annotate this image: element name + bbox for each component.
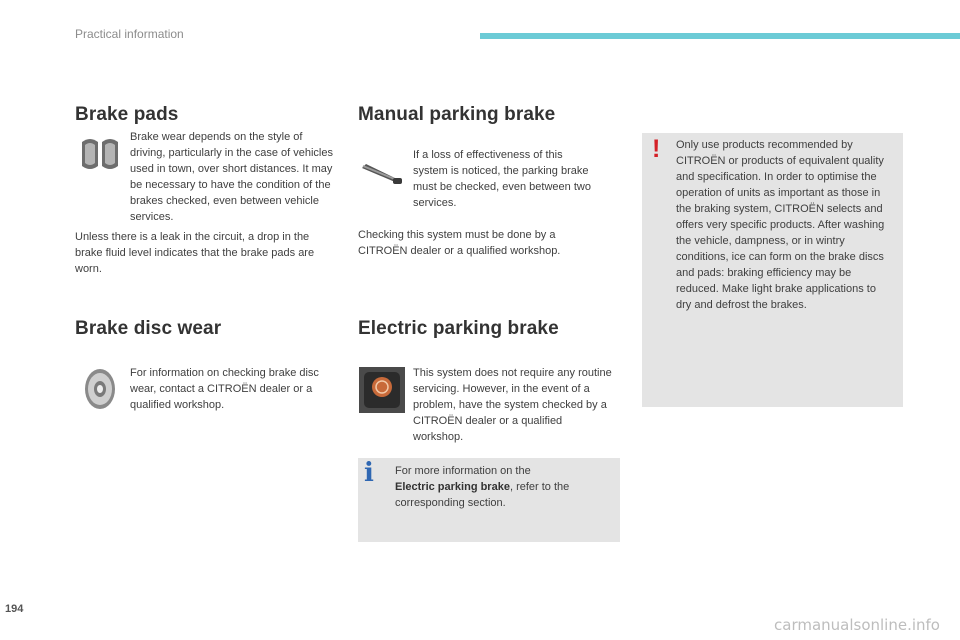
info-icon: i [364, 458, 374, 488]
brake-pads-body: Unless there is a leak in the circuit, a drop in the brake fluid level indicates that the brake pads are worn. [75, 231, 315, 275]
brake-pads-icon [78, 132, 122, 176]
info-box-text: For more information on the Electric parking brake, refer to the corresponding section. [395, 465, 570, 509]
manual-brake-intro: If a loss of effectiveness of this system is noticed, the parking brake must be checked, even between two services. [413, 149, 591, 209]
watermark: carmanualsonline.info [774, 616, 940, 634]
electric-brake-switch-icon [359, 367, 403, 411]
electric-brake-body: This system does not require any routine servicing. However, in the event of a problem, have the system checked by a CITROËN dealer or a qualified workshop. [413, 367, 612, 443]
brake-disc-title: Brake disc wear [75, 318, 222, 339]
page-number: 194 [5, 603, 24, 615]
info-box-link-text: Electric parking brake [395, 481, 510, 493]
warning-icon: ! [652, 135, 661, 163]
manual-brake-body: Checking this system must be done by a CITROËN dealer or a qualified workshop. [358, 229, 561, 257]
warning-box [642, 133, 903, 407]
info-box [358, 458, 620, 542]
section-label: Practical information [75, 27, 184, 41]
electric-brake-title: Electric parking brake [358, 318, 559, 339]
brake-disc-icon [78, 367, 122, 411]
brake-pads-intro: Brake wear depends on the style of driving, particularly in the case of vehicles used in town, over short distances. It may be necessary to have the condition of the brakes checked, even between vehicle services. [130, 131, 333, 223]
header-accent-bar [480, 33, 960, 39]
brake-pads-title: Brake pads [75, 104, 179, 125]
brake-disc-body: For information on checking brake disc wear, contact a CITROËN dealer or a qualified workshop. [130, 367, 319, 411]
manual-brake-title: Manual parking brake [358, 104, 556, 125]
warning-box-text: Only use products recommended by CITROËN or products of equivalent quality and specification. In order to optimise the operation of units as important as those in the braking system, CITROËN selects and offers very specific products. After washing the vehicle, dampness, or in wintry conditions, ice can form on the brake discs and pads: braking efficiency may be reduced. Make light brake applications to dry and defrost the brakes. [676, 139, 885, 311]
handbrake-lever-icon [359, 146, 403, 190]
